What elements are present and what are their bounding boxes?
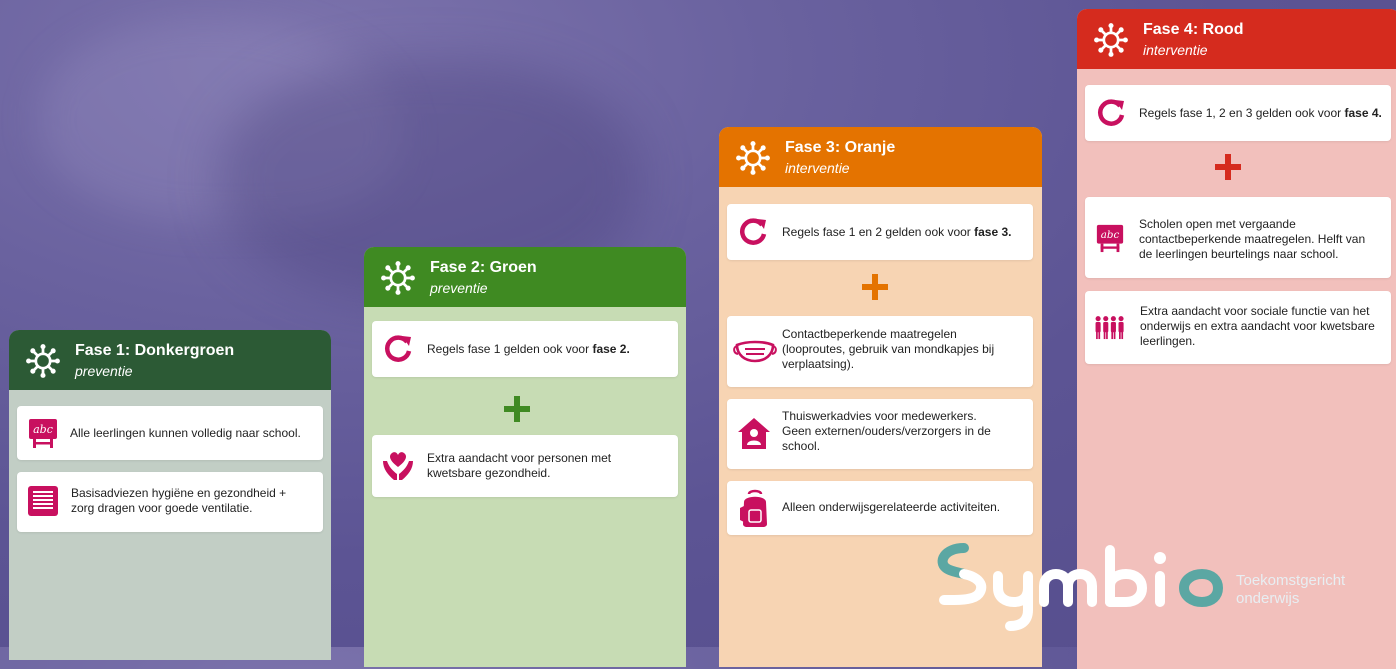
phase-1-item: [17, 406, 323, 460]
refresh-icon: [737, 216, 769, 248]
phase-card-2: [364, 247, 686, 667]
backpack-icon: [737, 488, 773, 528]
brand-tagline-line-2: onderwijs: [1236, 590, 1300, 607]
phase-4-rule-text: Regels fase 1, 2 en 3 gelden ook voor fase 4.: [1139, 106, 1382, 120]
phase-4-item-text: Extra aandacht voor sociale functie van het onderwijs en extra aandacht voor kwetsbare leerlingen.: [1140, 304, 1375, 348]
phase-4-header: [1077, 9, 1396, 69]
phase-1-title: Fase 1: Donkergroen: [75, 342, 235, 359]
phase-4-item-text: Scholen open met vergaande contactbeperkende maatregelen. Helft van de leerlingen beurtelings naar school.: [1139, 217, 1366, 261]
virus-icon: [1093, 22, 1129, 58]
refresh-icon: [382, 333, 414, 365]
phase-2-title: Fase 2: Groen: [430, 259, 537, 276]
phase-1-item-text: Alle leerlingen kunnen volledig naar school.: [70, 426, 301, 440]
phase-3-subtitle: interventie: [785, 160, 850, 176]
brand-tagline-line-1: Toekomstgericht: [1236, 572, 1346, 589]
phase-3-item-text: Alleen onderwijsgerelateerde activiteiten.: [782, 500, 1001, 514]
phase-3-rule-text: Regels fase 1 en 2 gelden ook voor fase 3.: [782, 225, 1012, 239]
phase-3-header: [719, 127, 1042, 187]
phase-4-title: Fase 4: Rood: [1143, 21, 1244, 38]
phase-1-subtitle: preventie: [75, 363, 133, 379]
phase-2-item-text: Extra aandacht voor personen met kwetsbare gezondheid.: [427, 451, 612, 480]
phase-3-item: [727, 481, 1033, 535]
virus-icon: [380, 260, 416, 296]
phase-1-header: [9, 330, 331, 390]
virus-icon: [25, 343, 61, 379]
heart-hands-icon: [380, 447, 416, 483]
phase-3-item: [727, 316, 1033, 387]
phase-card-1: [9, 330, 331, 660]
phase-2-item: [372, 435, 678, 497]
phase-2-rule: [372, 321, 678, 377]
phase-3-item-text: Contactbeperkende maatregelen (looproutes, gebruik van mondkapjes bij verplaatsing).: [782, 327, 995, 371]
symbio-logo: [930, 540, 1230, 640]
phase-1-item: [17, 472, 323, 532]
plus-icon: [1215, 154, 1241, 180]
phase-3-rule: [727, 204, 1033, 260]
phase-2-rule-text: Regels fase 1 gelden ook voor fase 2.: [427, 342, 630, 356]
phase-3-item: [727, 399, 1033, 469]
home-person-icon: [736, 416, 772, 452]
phase-4-item: [1085, 197, 1391, 278]
brand-tagline: [1236, 572, 1345, 608]
phase-4-item: [1085, 291, 1391, 364]
phase-3-title: Fase 3: Oranje: [785, 139, 896, 156]
group-people-icon: [1093, 315, 1127, 341]
blackboard-icon: [1095, 223, 1125, 253]
mask-icon: [733, 337, 777, 365]
blackboard-icon: [27, 417, 59, 449]
plus-icon: [862, 274, 888, 300]
refresh-icon: [1095, 97, 1127, 129]
phase-4-subtitle: interventie: [1143, 42, 1208, 58]
virus-icon: [735, 140, 771, 176]
phase-2-subtitle: preventie: [430, 280, 488, 296]
ventilation-icon: [27, 485, 59, 517]
phase-2-header: [364, 247, 686, 307]
phase-1-item-text: Basisadviezen hygiëne en gezondheid + zorg dragen voor goede ventilatie.: [71, 486, 287, 515]
phase-4-rule: [1085, 85, 1391, 141]
plus-icon: [504, 396, 530, 422]
phase-3-item-text: Thuiswerkadvies voor medewerkers. Geen externen/ouders/verzorgers in de school.: [782, 409, 991, 453]
